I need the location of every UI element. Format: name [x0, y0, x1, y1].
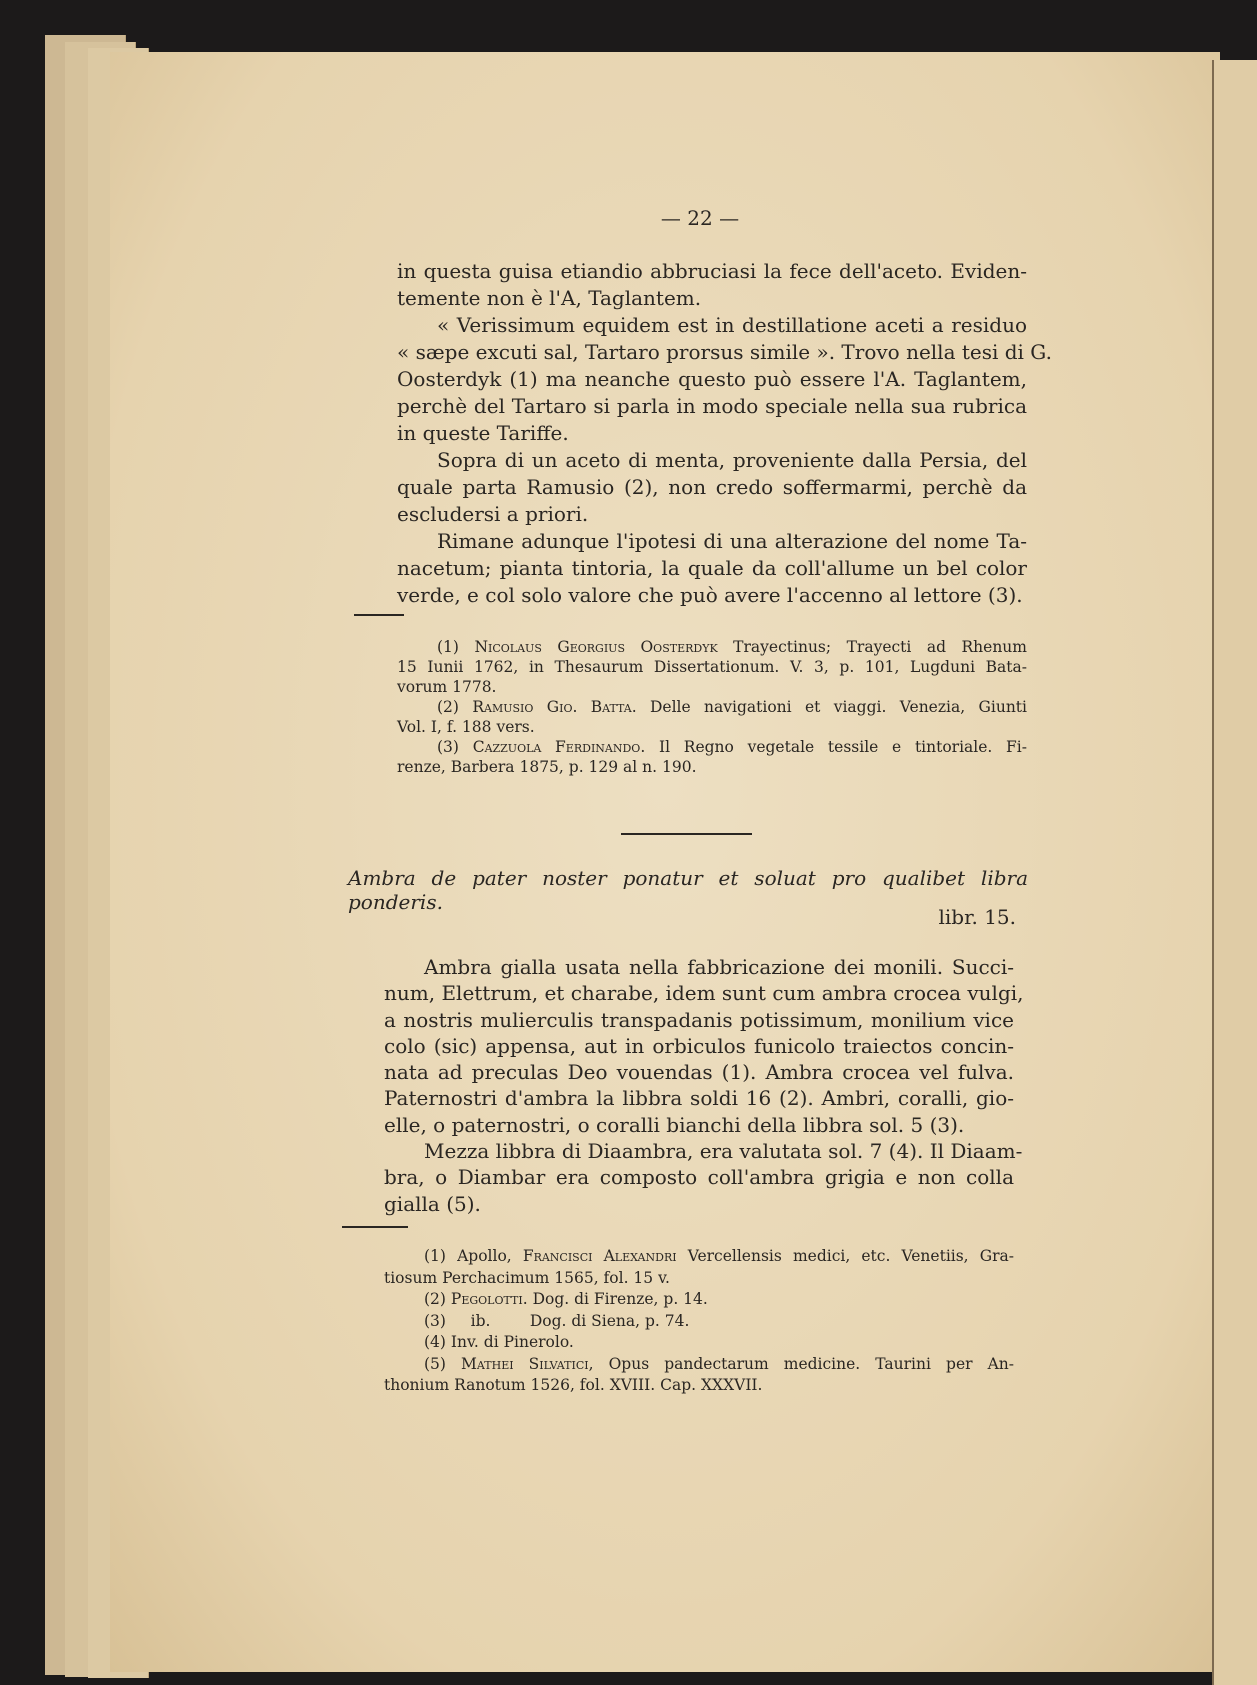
text-line: gialla (5).	[384, 1191, 481, 1216]
footnote-text: Trayectinus; Trayecti ad Rhenum	[717, 638, 1027, 656]
footnote-text: Inv. di Pinerolo.	[450, 1333, 574, 1351]
footnote-line	[397, 637, 1027, 657]
footnote-prefix: Apollo,	[445, 1247, 523, 1265]
footnote-author: Nicolaus Georgius Oosterdyk	[474, 638, 718, 656]
footnote-number: (3)	[424, 1311, 446, 1330]
footnote-number: (1)	[437, 638, 459, 656]
footnote-line: thonium Ranotum 1526, fol. XVIII. Cap. XXXVII.	[384, 1376, 763, 1394]
text-line: elle, o paternostri, o coralli bianchi della libbra sol. 5 (3).	[384, 1112, 965, 1137]
footnote-text: ib. Dog. di Siena, p. 74.	[450, 1311, 690, 1330]
footnotes-1	[397, 637, 1027, 777]
footnote-line: 15 Iunii 1762, in Thesaurum Dissertationum. V. 3, p. 101, Lugduni Bata-	[397, 658, 1027, 676]
text-line: verde, e col solo valore che può avere l'accenno al lettore (3).	[397, 583, 1023, 607]
footnote-line	[397, 697, 1027, 717]
footnote-number: (1)	[424, 1247, 446, 1265]
paragraph-2	[384, 954, 1024, 1217]
footnote-line: tiosum Perchacimum 1565, fol. 15 v.	[384, 1268, 670, 1287]
footnote-line: renze, Barbera 1875, p. 129 al n. 190.	[397, 758, 697, 776]
section-price: libr. 15.	[938, 905, 1016, 929]
footnote-line	[384, 1311, 1014, 1333]
text-line: bra, o Diambar era composto coll'ambra grigia e non colla	[384, 1165, 1014, 1190]
text-line: Oosterdyk (1) ma neanche questo può essere l'A. Taglantem,	[397, 367, 1027, 391]
footnote-line: Vol. I, f. 188 vers.	[397, 718, 535, 736]
footnote-author: Mathei Silvatici,	[461, 1354, 594, 1373]
footnote-line	[384, 1354, 1014, 1376]
footnote-author: Pegolotti.	[450, 1290, 528, 1308]
footnote-text: Dog. di Firenze, p. 14.	[527, 1290, 708, 1308]
text-line: Mezza libbra di Diaambra, era valutata sol. 7 (4). Il Diaam-	[424, 1139, 1023, 1164]
paragraph-1	[397, 258, 1052, 609]
footnote-text: Il Regno vegetale tessile e tintoriale. Fi-	[645, 738, 1028, 756]
text-line: perchè del Tartaro si parla in modo speciale nella sua rubrica	[397, 394, 1027, 418]
text-line: colo (sic) appensa, aut in orbiculos funicolo traiectos concin-	[384, 1033, 1014, 1058]
text-line: nata ad preculas Deo vouendas (1). Ambra crocea vel fulva.	[384, 1060, 1014, 1085]
footnote-line	[397, 737, 1027, 757]
footnotes-2	[384, 1246, 1014, 1397]
footnote-number: (3)	[437, 738, 459, 756]
text-line: « sæpe excuti sal, Tartaro prorsus simile ». Trovo nella tesi di G.	[397, 340, 1052, 364]
footnote-line	[384, 1332, 1014, 1354]
text-line: nacetum; pianta tintoria, la quale da coll'allume un bel color	[397, 556, 1027, 580]
footnote-author: Ramusio Gio. Batta.	[472, 698, 637, 716]
footnote-prefix	[446, 1355, 461, 1373]
text-line: « Verissimum equidem est in destillatione aceti a residuo	[437, 313, 1027, 337]
text-line: escludersi a priori.	[397, 502, 589, 526]
text-line: quale parta Ramusio (2), non credo soffermarmi, perchè da	[397, 475, 1027, 499]
footnote-number: (2)	[437, 698, 459, 716]
footnote-author: Francisci Alexandri	[522, 1247, 677, 1265]
footnote-text: Delle navigationi et viaggi. Venezia, Giunti	[636, 698, 1027, 716]
section-title: Ambra de pater noster ponatur et soluat pro qualibet libra ponderis.	[348, 866, 1028, 914]
footnote-text: Vercellensis medici, etc. Venetiis, Gra-	[676, 1247, 1014, 1265]
footnote-number: (5)	[424, 1354, 446, 1373]
footnote-line	[384, 1289, 1014, 1311]
footnote-rule	[354, 614, 404, 616]
footnote-text: Opus pandectarum medicine. Taurini per An-	[593, 1354, 1014, 1373]
page-number: — 22 —	[660, 206, 740, 230]
text-line: temente non è l'A, Taglantem.	[397, 286, 702, 310]
footnote-line: vorum 1778.	[397, 678, 497, 696]
text-line: Rimane adunque l'ipotesi di una alterazione del nome Ta-	[437, 529, 1027, 553]
text-line: in questa guisa etiandio abbruciasi la fece dell'aceto. Eviden-	[397, 259, 1027, 283]
text-line: Sopra di un aceto di menta, proveniente dalla Persia, del	[437, 448, 1027, 472]
footnote-number: (2)	[424, 1290, 446, 1308]
footnote-rule	[342, 1226, 408, 1228]
text-line: Ambra gialla usata nella fabbricazione dei monili. Succi-	[424, 955, 1014, 979]
footnote-line	[384, 1246, 1014, 1268]
footnote-author: Cazzuola Ferdinando.	[472, 738, 646, 756]
text-line: a nostris mulierculis transpadanis potissimum, monilium vice	[384, 1007, 1014, 1032]
facing-page-edge	[1212, 60, 1257, 1685]
text-line: Paternostri d'ambra la libbra soldi 16 (2). Ambri, coralli, gio-	[384, 1086, 1014, 1111]
text-line: in queste Tariffe.	[397, 421, 569, 445]
footnote-number: (4)	[424, 1333, 446, 1351]
text-line: num, Elettrum, et charabe, idem sunt cum ambra crocea vulgi,	[384, 981, 1024, 1006]
section-divider	[621, 833, 752, 835]
